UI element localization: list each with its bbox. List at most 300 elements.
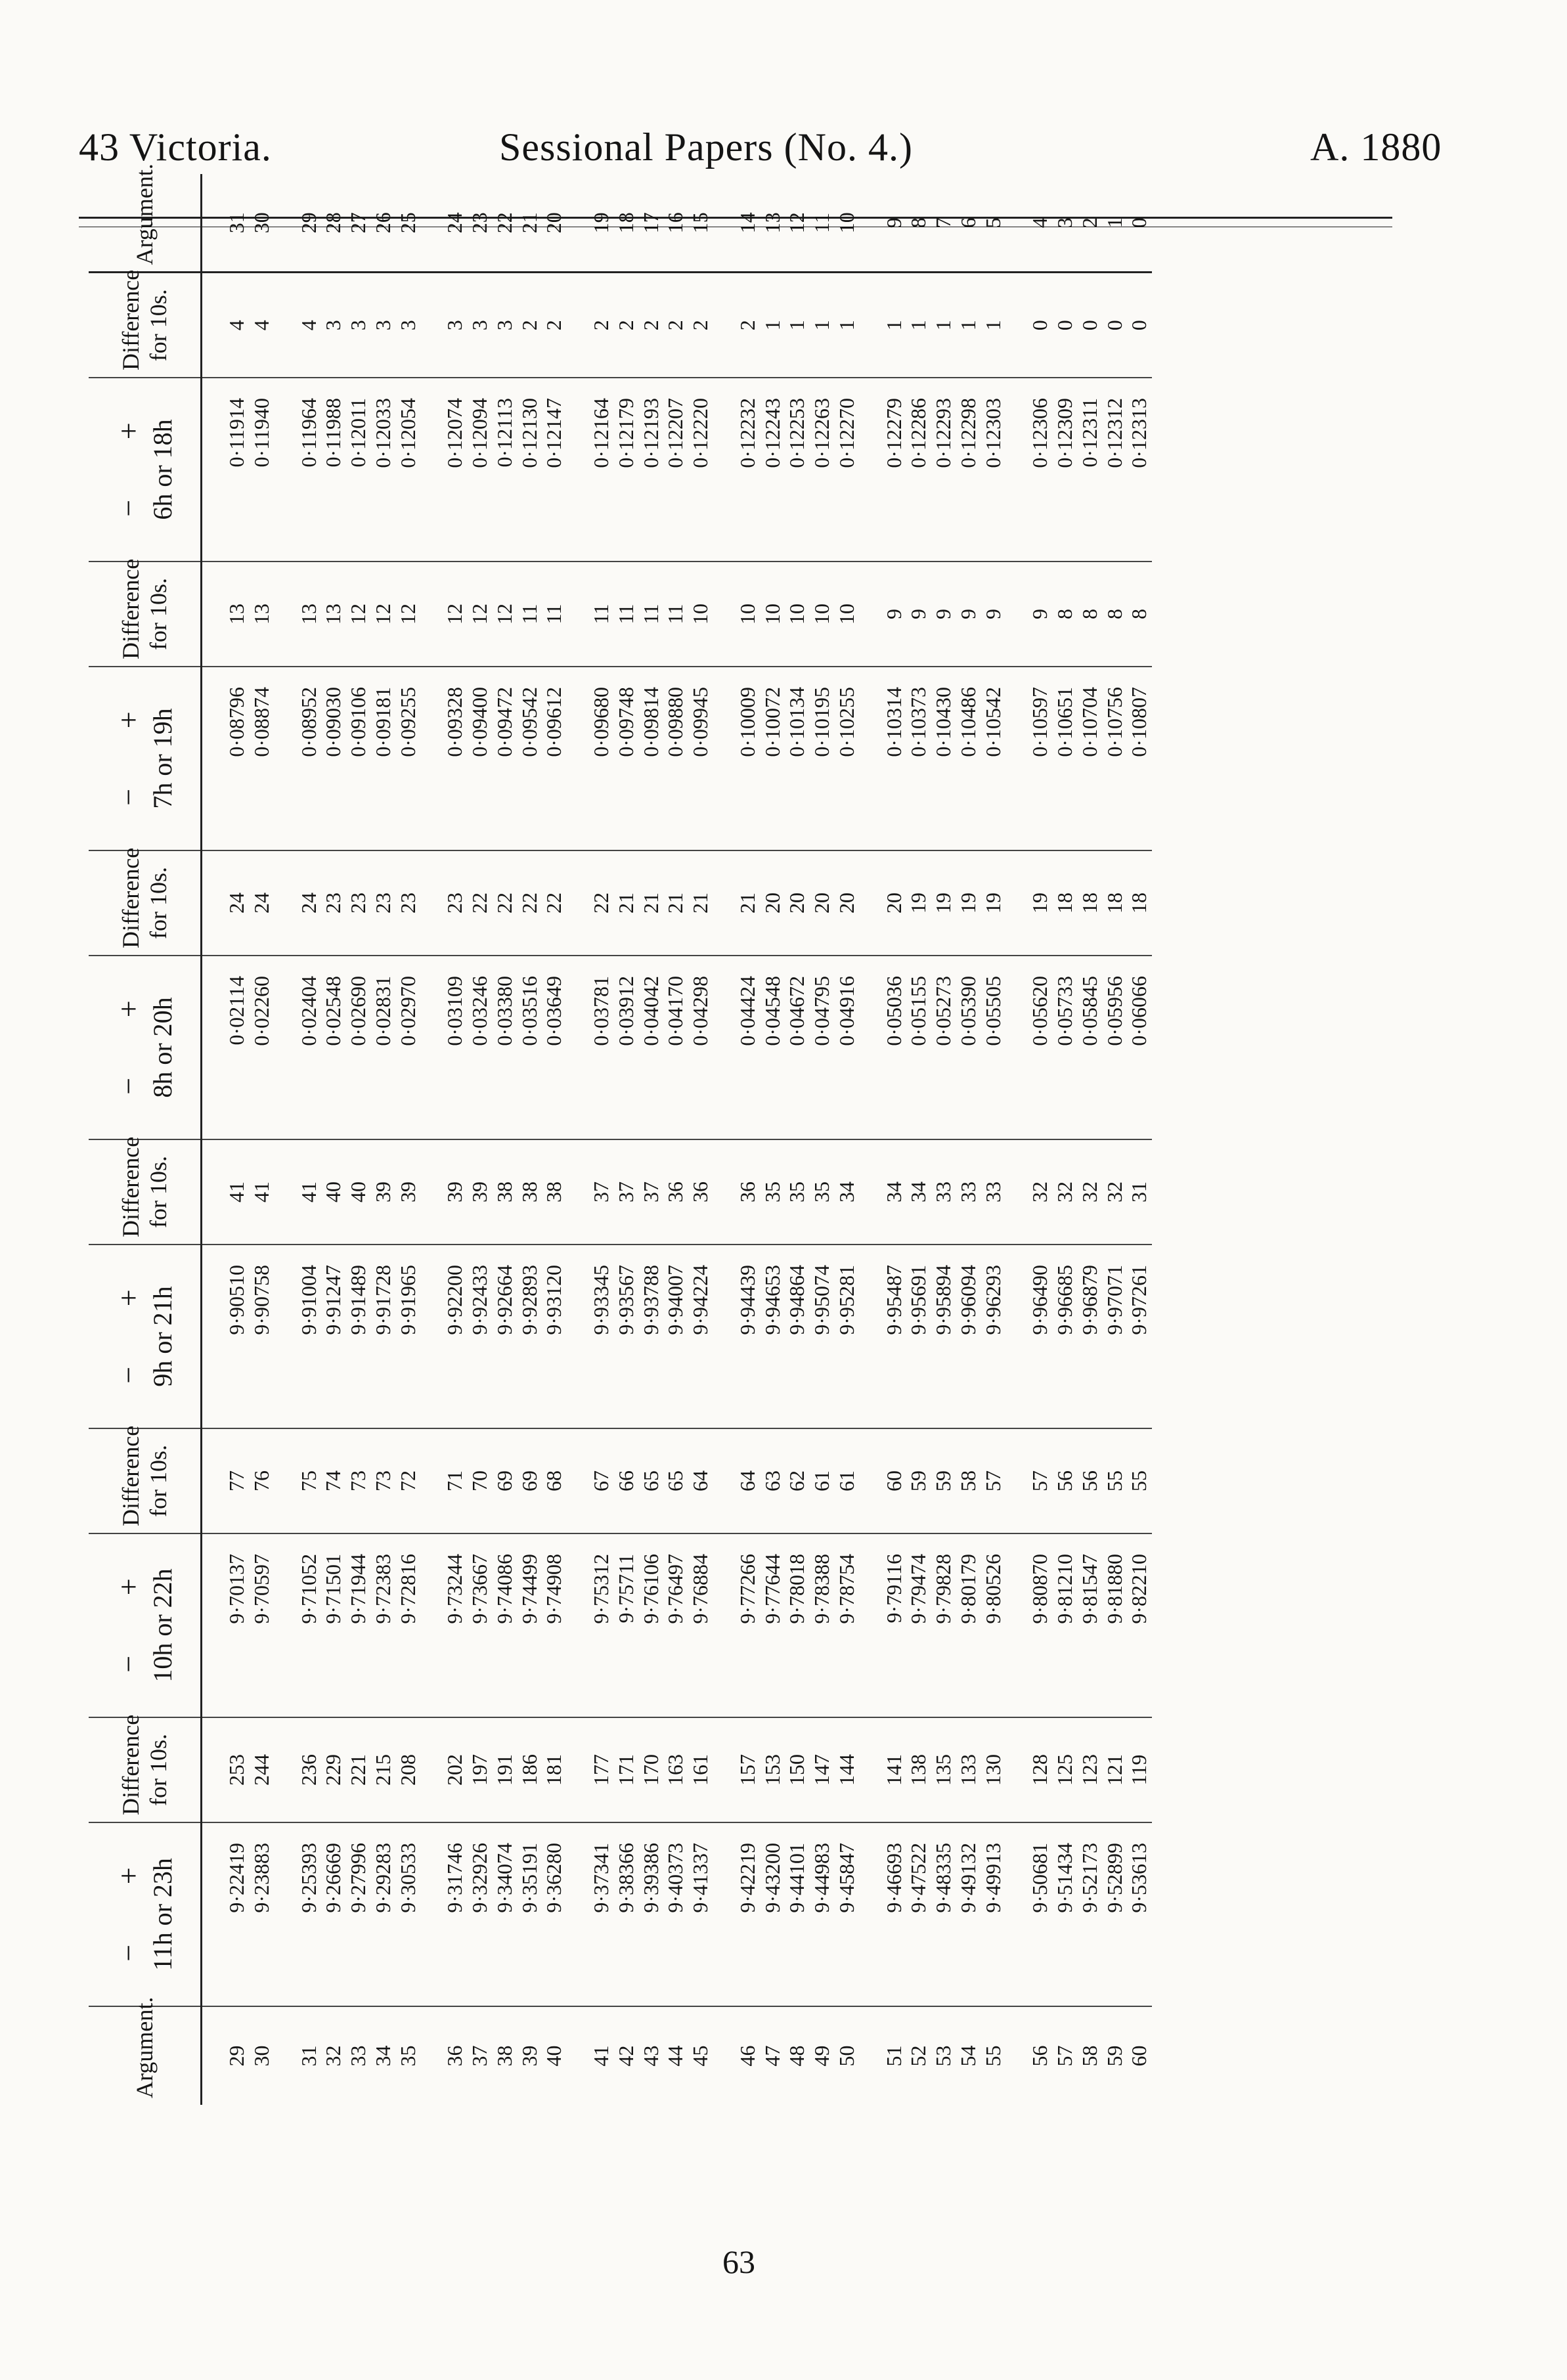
cell-value-11h: 9·39386 [639,1822,664,2006]
cell-value-9h: 9·92664 [493,1245,518,1428]
cell-diff-6h: 4 [250,273,275,378]
cell-diff-11h: 125 [1053,1717,1078,1822]
cell-argument-complement: 18 [614,174,639,273]
ephemeris-table [89,164,1152,2105]
cell-diff-9h: 36 [688,1139,713,1245]
header-argument-right: Argument. [89,174,202,273]
cell-diff-11h: 144 [835,1717,860,1822]
cell-value-11h: 9·44983 [810,1822,835,2006]
header-diff5: Difference for 10s. [89,562,202,667]
cell-argument: 43 [638,2045,663,2067]
table-row [906,174,931,2105]
cell-diff-8h: 19 [981,850,1006,956]
cell-value-9h: 9·95691 [906,1245,931,1428]
cell-diff-7h: 11 [663,562,688,667]
cell-argument-complement: 25 [396,174,421,273]
cell-diff-8h: 22 [518,850,542,956]
cell-value-9h: 9·96293 [981,1245,1006,1428]
cell-diff-6h: 1 [906,273,931,378]
cell-diff-11h: 236 [275,1717,322,1822]
cell-value-10h: 9·73244 [420,1533,468,1717]
cell-diff-9h: 35 [785,1139,810,1245]
cell-argument-complement: 11 [810,174,835,273]
header-col3-label: 9h or 21h [147,1286,177,1387]
cell-argument-complement: 28 [321,174,346,273]
cell-argument: 40 [542,2045,566,2067]
cell-value-6h: 0·12306 [1005,378,1053,562]
table-row [981,174,1006,2105]
cell-value-6h: 0·11988 [321,378,346,562]
table-row [468,174,493,2105]
cell-value-8h: 0·03109 [420,956,468,1139]
cell-value-6h: 0·12293 [931,378,956,562]
cell-argument-complement: 8 [906,174,931,273]
cell-diff-8h: 22 [493,850,518,956]
cell-value-9h: 9·91965 [396,1245,421,1428]
cell-diff-11h: 157 [713,1717,761,1822]
table-row [663,174,688,2105]
cell-value-10h: 9·80179 [956,1533,981,1717]
cell-diff-9h: 36 [713,1139,761,1245]
cell-value-9h: 9·91489 [346,1245,371,1428]
cell-value-6h: 0·12094 [468,378,493,562]
cell-diff-11h: 197 [468,1717,493,1822]
cell-argument-complement: 0 [1127,174,1152,273]
cell-value-9h: 9·96685 [1053,1245,1078,1428]
cell-argument: 53 [931,2045,955,2067]
cell-argument-complement: 26 [371,174,396,273]
cell-diff-10h: 55 [1127,1428,1152,1533]
cell-diff-7h: 12 [420,562,468,667]
cell-value-9h: 9·93567 [614,1245,639,1428]
cell-value-11h: 9·35191 [518,1822,542,2006]
header-col3 [89,1245,202,1428]
cell-diff-11h: 181 [542,1717,567,1822]
cell-diff-7h: 8 [1127,562,1152,667]
cell-diff-9h: 39 [420,1139,468,1245]
cell-argument: 55 [981,2045,1005,2067]
cell-diff-10h: 56 [1078,1428,1103,1533]
cell-value-8h: 0·04795 [810,956,835,1139]
cell-value-11h: 9·25393 [275,1822,322,2006]
table-row [713,174,761,2105]
cell-argument: 48 [785,2045,809,2067]
cell-value-6h: 0·12303 [981,378,1006,562]
cell-argument: 34 [370,2045,395,2067]
cell-value-7h: 0·10651 [1053,667,1078,850]
cell-diff-8h: 23 [396,850,421,956]
cell-value-6h: 0·12113 [493,378,518,562]
cell-argument: 31 [296,2045,320,2067]
cell-diff-11h: 253 [202,1717,250,1822]
cell-value-11h: 9·32926 [468,1822,493,2006]
cell-diff-9h: 33 [956,1139,981,1245]
cell-value-9h: 9·97071 [1103,1245,1128,1428]
cell-value-8h: 0·02114 [202,956,250,1139]
cell-diff-9h: 37 [567,1139,614,1245]
cell-diff-10h: 60 [860,1428,907,1533]
cell-diff-10h: 75 [275,1428,322,1533]
cell-value-11h: 9·30533 [396,1822,421,2006]
table-row [346,174,371,2105]
cell-value-8h: 0·04298 [688,956,713,1139]
cell-diff-10h: 69 [518,1428,542,1533]
cell-value-7h: 0·09945 [688,667,713,850]
cell-value-8h: 0·06066 [1127,956,1152,1139]
cell-value-9h: 9·94653 [761,1245,785,1428]
cell-value-6h: 0·11964 [275,378,322,562]
cell-value-10h: 9·81880 [1103,1533,1128,1717]
cell-value-10h: 9·75312 [567,1533,614,1717]
cell-diff-6h: 4 [202,273,250,378]
cell-argument-complement: 23 [468,174,493,273]
table-row [931,174,956,2105]
cell-value-11h: 9·40373 [663,1822,688,2006]
cell-argument-complement: 30 [250,174,275,273]
cell-value-7h: 0·09612 [542,667,567,850]
cell-diff-8h: 21 [688,850,713,956]
cell-argument: 39 [517,2045,541,2067]
cell-diff-9h: 36 [663,1139,688,1245]
cell-diff-6h: 1 [931,273,956,378]
cell-argument-complement: 2 [1078,174,1103,273]
cell-diff-7h: 9 [1005,562,1053,667]
cell-argument: 50 [834,2045,858,2067]
sign-label: − + [112,1263,146,1384]
cell-diff-6h: 2 [713,273,761,378]
cell-diff-10h: 69 [493,1428,518,1533]
cell-diff-9h: 33 [931,1139,956,1245]
cell-diff-8h: 18 [1053,850,1078,956]
cell-diff-11h: 191 [493,1717,518,1822]
cell-diff-8h: 19 [1005,850,1053,956]
cell-diff-8h: 20 [860,850,907,956]
cell-value-9h: 9·91728 [371,1245,396,1428]
cell-diff-10h: 55 [1103,1428,1128,1533]
cell-value-7h: 0·08952 [275,667,322,850]
cell-value-10h: 9·71501 [321,1533,346,1717]
cell-diff-10h: 65 [639,1428,664,1533]
cell-diff-8h: 20 [785,850,810,956]
cell-value-11h: 9·42219 [713,1822,761,2006]
cell-value-11h: 9·48335 [931,1822,956,2006]
header-col1 [89,1822,202,2006]
cell-diff-8h: 24 [275,850,322,956]
cell-diff-10h: 68 [542,1428,567,1533]
cell-argument: 30 [249,2045,273,2067]
cell-diff-7h: 12 [371,562,396,667]
cell-value-11h: 9·51434 [1053,1822,1078,2006]
cell-diff-11h: 221 [346,1717,371,1822]
cell-argument-complement: 12 [785,174,810,273]
cell-diff-10h: 64 [713,1428,761,1533]
cell-diff-7h: 11 [542,562,567,667]
cell-argument-complement: 9 [860,174,907,273]
header-col5 [89,667,202,850]
cell-value-10h: 9·79828 [931,1533,956,1717]
cell-value-11h: 9·37341 [567,1822,614,2006]
cell-diff-7h: 12 [396,562,421,667]
cell-value-7h: 0·10072 [761,667,785,850]
header-diff1: Difference for 10s. [89,1717,202,1822]
cell-value-10h: 9·78754 [835,1533,860,1717]
cell-diff-8h: 19 [906,850,931,956]
cell-value-8h: 0·05620 [1005,956,1053,1139]
cell-value-7h: 0·10195 [810,667,835,850]
cell-value-6h: 0·12312 [1103,378,1128,562]
cell-value-9h: 9·95074 [810,1245,835,1428]
cell-value-7h: 0·09106 [346,667,371,850]
cell-value-8h: 0·02690 [346,956,371,1139]
cell-diff-8h: 21 [713,850,761,956]
table-row [493,174,518,2105]
cell-value-11h: 9·49913 [981,1822,1006,2006]
cell-diff-6h: 2 [518,273,542,378]
cell-diff-6h: 3 [346,273,371,378]
cell-value-8h: 0·03516 [518,956,542,1139]
header-diff2: Difference for 10s. [89,1428,202,1533]
cell-argument-complement: 16 [663,174,688,273]
cell-diff-10h: 64 [688,1428,713,1533]
cell-value-6h: 0·12179 [614,378,639,562]
cell-value-9h: 9·92433 [468,1245,493,1428]
cell-value-8h: 0·03781 [567,956,614,1139]
cell-diff-8h: 23 [371,850,396,956]
cell-diff-7h: 9 [931,562,956,667]
cell-argument: 52 [906,2045,931,2067]
cell-diff-9h: 33 [981,1139,1006,1245]
cell-value-11h: 9·47522 [906,1822,931,2006]
cell-diff-9h: 34 [906,1139,931,1245]
cell-value-7h: 0·09880 [663,667,688,850]
cell-value-6h: 0·12253 [785,378,810,562]
cell-argument: 46 [735,2045,759,2067]
cell-value-11h: 9·41337 [688,1822,713,2006]
cell-value-6h: 0·12193 [639,378,664,562]
cell-argument-complement: 24 [420,174,468,273]
header-volume: 43 Victoria. [79,125,272,169]
cell-diff-7h: 13 [250,562,275,667]
cell-argument: 45 [688,2045,712,2067]
cell-diff-10h: 71 [420,1428,468,1533]
cell-diff-11h: 135 [931,1717,956,1822]
table-row [396,174,421,2105]
cell-value-7h: 0·09030 [321,667,346,850]
cell-diff-7h: 10 [785,562,810,667]
cell-diff-9h: 40 [346,1139,371,1245]
cell-argument: 56 [1028,2045,1052,2067]
cell-diff-8h: 20 [761,850,785,956]
cell-diff-7h: 10 [761,562,785,667]
cell-diff-6h: 2 [567,273,614,378]
cell-argument-complement: 13 [761,174,785,273]
cell-value-9h: 9·94439 [713,1245,761,1428]
cell-value-7h: 0·09748 [614,667,639,850]
cell-value-6h: 0·12313 [1127,378,1152,562]
cell-diff-9h: 39 [371,1139,396,1245]
cell-diff-6h: 1 [761,273,785,378]
cell-value-6h: 0·11940 [250,378,275,562]
cell-argument: 58 [1077,2045,1101,2067]
cell-diff-10h: 59 [906,1428,931,1533]
cell-diff-9h: 31 [1127,1139,1152,1245]
cell-diff-9h: 37 [639,1139,664,1245]
cell-value-9h: 9·97261 [1127,1245,1152,1428]
cell-diff-9h: 41 [250,1139,275,1245]
cell-diff-8h: 23 [321,850,346,956]
table-row [420,174,468,2105]
cell-diff-11h: 150 [785,1717,810,1822]
cell-diff-7h: 10 [810,562,835,667]
cell-value-11h: 9·52173 [1078,1822,1103,2006]
cell-value-11h: 9·50681 [1005,1822,1053,2006]
cell-diff-9h: 40 [321,1139,346,1245]
cell-diff-11h: 130 [981,1717,1006,1822]
header-diff6: Difference for 10s. [89,273,202,378]
cell-diff-11h: 161 [688,1717,713,1822]
cell-value-11h: 9·36280 [542,1822,567,2006]
cell-value-8h: 0·02260 [250,956,275,1139]
table-row [639,174,664,2105]
cell-diff-7h: 11 [518,562,542,667]
cell-argument: 44 [663,2045,688,2067]
cell-argument: 60 [1127,2045,1151,2067]
cell-value-6h: 0·12243 [761,378,785,562]
cell-diff-8h: 21 [639,850,664,956]
cell-value-9h: 9·93345 [567,1245,614,1428]
cell-value-10h: 9·75711 [614,1533,639,1717]
cell-value-11h: 9·38366 [614,1822,639,2006]
cell-diff-10h: 73 [371,1428,396,1533]
cell-diff-7h: 8 [1103,562,1128,667]
cell-argument-complement: 4 [1005,174,1053,273]
cell-value-7h: 0·08796 [202,667,250,850]
cell-diff-11h: 229 [321,1717,346,1822]
cell-value-10h: 9·79474 [906,1533,931,1717]
cell-value-9h: 9·93788 [639,1245,664,1428]
cell-diff-11h: 133 [956,1717,981,1822]
cell-diff-10h: 58 [956,1428,981,1533]
cell-value-10h: 9·70137 [202,1533,250,1717]
table-row [835,174,860,2105]
cell-diff-9h: 41 [275,1139,322,1245]
table-row [567,174,614,2105]
cell-diff-6h: 3 [371,273,396,378]
header-col4 [89,956,202,1139]
cell-diff-10h: 59 [931,1428,956,1533]
cell-value-8h: 0·04424 [713,956,761,1139]
header-title: Sessional Papers (No. 4.) [499,125,913,169]
cell-value-6h: 0·12309 [1053,378,1078,562]
cell-argument: 42 [613,2045,638,2067]
cell-diff-9h: 34 [835,1139,860,1245]
sign-label: − + [112,1552,146,1673]
cell-argument-complement: 5 [981,174,1006,273]
cell-diff-8h: 24 [250,850,275,956]
cell-value-7h: 0·10009 [713,667,761,850]
cell-value-6h: 0·12011 [346,378,371,562]
cell-diff-7h: 9 [906,562,931,667]
cell-diff-8h: 21 [614,850,639,956]
cell-argument: 37 [468,2045,491,2067]
cell-value-9h: 9·92200 [420,1245,468,1428]
sign-label: − + [112,1841,146,1962]
table-row [785,174,810,2105]
cell-value-9h: 9·94864 [785,1245,810,1428]
cell-diff-11h: 128 [1005,1717,1053,1822]
cell-value-9h: 9·95487 [860,1245,907,1428]
cell-diff-7h: 10 [835,562,860,667]
cell-diff-10h: 56 [1053,1428,1078,1533]
cell-value-8h: 0·05036 [860,956,907,1139]
cell-value-10h: 9·82210 [1127,1533,1152,1717]
cell-value-6h: 0·12311 [1078,378,1103,562]
table-row [321,174,346,2105]
cell-value-6h: 0·12220 [688,378,713,562]
cell-diff-8h: 20 [810,850,835,956]
cell-value-9h: 9·90510 [202,1245,250,1428]
table-body [202,174,1153,2105]
cell-value-11h: 9·44101 [785,1822,810,2006]
cell-value-10h: 9·77266 [713,1533,761,1717]
cell-diff-8h: 22 [567,850,614,956]
cell-diff-10h: 62 [785,1428,810,1533]
cell-diff-6h: 4 [275,273,322,378]
cell-diff-10h: 61 [835,1428,860,1533]
cell-value-9h: 9·92893 [518,1245,542,1428]
cell-argument-complement: 6 [956,174,981,273]
cell-value-10h: 9·74499 [518,1533,542,1717]
table-row [275,174,322,2105]
cell-value-9h: 9·94007 [663,1245,688,1428]
cell-value-9h: 9·96879 [1078,1245,1103,1428]
table-row [1103,174,1128,2105]
header-col1-label: 11h or 23h [147,1858,177,1971]
cell-diff-7h: 11 [614,562,639,667]
cell-diff-8h: 21 [663,850,688,956]
cell-diff-6h: 3 [321,273,346,378]
cell-value-6h: 0·12147 [542,378,567,562]
cell-value-11h: 9·52899 [1103,1822,1128,2006]
cell-diff-9h: 39 [396,1139,421,1245]
cell-diff-10h: 66 [614,1428,639,1533]
cell-value-9h: 9·95894 [931,1245,956,1428]
cell-value-7h: 0·09542 [518,667,542,850]
cell-value-9h: 9·96490 [1005,1245,1053,1428]
cell-value-10h: 9·79116 [860,1533,907,1717]
cell-value-10h: 9·77644 [761,1533,785,1717]
cell-diff-6h: 3 [493,273,518,378]
cell-diff-10h: 74 [321,1428,346,1533]
cell-value-7h: 0·09400 [468,667,493,850]
cell-value-7h: 0·09472 [493,667,518,850]
cell-diff-11h: 186 [518,1717,542,1822]
cell-diff-9h: 38 [493,1139,518,1245]
sign-label: − + [112,974,146,1095]
cell-diff-10h: 65 [663,1428,688,1533]
cell-value-9h: 9·90758 [250,1245,275,1428]
cell-diff-7h: 13 [321,562,346,667]
cell-value-9h: 9·93120 [542,1245,567,1428]
cell-diff-7h: 11 [567,562,614,667]
cell-value-11h: 9·26669 [321,1822,346,2006]
table-row [761,174,785,2105]
cell-argument: 32 [321,2045,345,2067]
cell-argument-complement: 1 [1103,174,1128,273]
header-col5-label: 7h or 19h [147,708,177,809]
cell-value-9h: 9·91004 [275,1245,322,1428]
cell-diff-8h: 19 [956,850,981,956]
